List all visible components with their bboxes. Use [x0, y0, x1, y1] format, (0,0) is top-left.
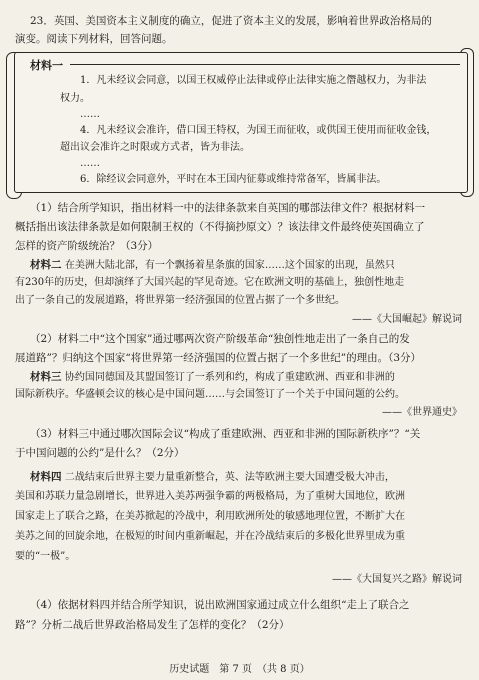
q1-line-3: 怎样的资产阶级统治？（3分）	[15, 240, 159, 252]
q1-line-1: （1）结合所学知识，指出材料一中的法律条款来自英国的哪部法律文件？根据材料一	[30, 202, 426, 214]
material4-line-2: 美国和苏联力量急剧增长，世界进入美苏两强争霸的两极格局，为了重树大国地位，欧洲	[15, 491, 405, 502]
q2-line-2: 展道路”？归纳这个国家“将世界第一经济强国的位置占据了一个多世纪”的理由。（3分）	[15, 352, 422, 364]
material4-line-4: 美苏之间的回旋余地，在极短的时间内重新崛起，并在冷战结束后的多极化世界里成为重	[15, 531, 405, 542]
question-lead-line-2: 演变。阅读下列材料，回答问题。	[15, 33, 173, 45]
material1-tag-rule	[70, 64, 460, 65]
material1-tag: 材料一	[30, 59, 63, 72]
material3-tag: 材料三	[30, 371, 62, 383]
material1-line-2: 权力。	[60, 93, 90, 104]
material1-ellipsis-2: ……	[80, 158, 100, 169]
material4-tag: 材料四	[30, 471, 62, 483]
material1-ellipsis-1: ……	[80, 109, 100, 120]
q3-line-2: 于中国问题的公约”是什么？（2分）	[15, 447, 185, 459]
q4-line-1: （4）依据材料四并结合所学知识，说出欧洲国家通过成立什么组织“走上了联合之	[30, 599, 410, 611]
material4-line-3: 国家走上了联合之路，在美苏掀起的冷战中，利用欧洲所处的敏感地理位置，不断扩大在	[15, 511, 405, 522]
material4-line-5: 要的“一极”。	[15, 551, 76, 562]
material3-line-2: 国际新秩序。华盛顿会议的核心是中国问题……与会国签订了一个关于中国问题的公约。	[15, 389, 405, 400]
material1-line-5: 6．除经议会同意外，平时在本王国内征募或维持常备军，皆属非法。	[80, 174, 387, 185]
material3-source: ——《世界通史》	[382, 407, 462, 418]
material4-line-1: 二战结束后世界主要力量重新整合，英、法等欧洲主要大国遭受极大冲击，	[64, 472, 395, 483]
material2-line-2: 有230年的历史，但却演绎了大国兴起的罕见奇迹。它在欧洲文明的基础上，独创性地走	[15, 277, 405, 288]
material1-line-3: 4．凡未经议会准许，借口国王特权，为国王而征收，或供国王使用而征收金钱，	[80, 125, 437, 136]
material2-tag: 材料二	[30, 259, 62, 271]
material1-line-4: 超出议会准许之时限或方式者，皆为非法。	[60, 142, 250, 153]
material2-source: ——《大国崛起》解说词	[352, 314, 462, 325]
q3-line-1: （3）材料三中通过哪次国际会议“构成了重建欧洲、西亚和非洲的国际新秩序”？“关	[30, 428, 421, 440]
material1-line-1: 1．凡未经议会同意，以国王权威停止法律或停止法律实施之僭越权力，为非法	[80, 75, 427, 86]
q2-line-1: （2）材料二中“这个国家”通过哪两次资产阶级革命“独创性地走出了一条自己的发	[30, 333, 410, 345]
q4-line-2: 路”？分析二战后世界政治格局发生了怎样的变化？（2分）	[15, 619, 290, 631]
question-lead-line-1: 23．英国、美国资本主义制度的确立，促进了资本主义的发展，影响着世界政治格局的	[30, 15, 432, 27]
page-footer: 历史试题 第 7 页 （共 8 页）	[169, 664, 310, 675]
material3-line-1: 协约国同德国及其盟国签订了一系列和约，构成了重建欧洲、西亚和非洲的	[64, 372, 395, 383]
material4-source: ——《大国复兴之路》解说词	[332, 574, 462, 585]
material2-line-3: 出了一条自己的发展道路，将世界第一经济强国的位置占据了一个多世纪。	[15, 295, 345, 306]
q1-line-2: 概括指出该法律条款是如何限制王权的（不得摘抄原文）？该法律文件最终使英国确立了	[15, 221, 425, 233]
material2-line-1: 在美洲大陆北部，有一个飘扬着星条旗的国家……这个国家的出现，虽然只	[64, 260, 395, 271]
